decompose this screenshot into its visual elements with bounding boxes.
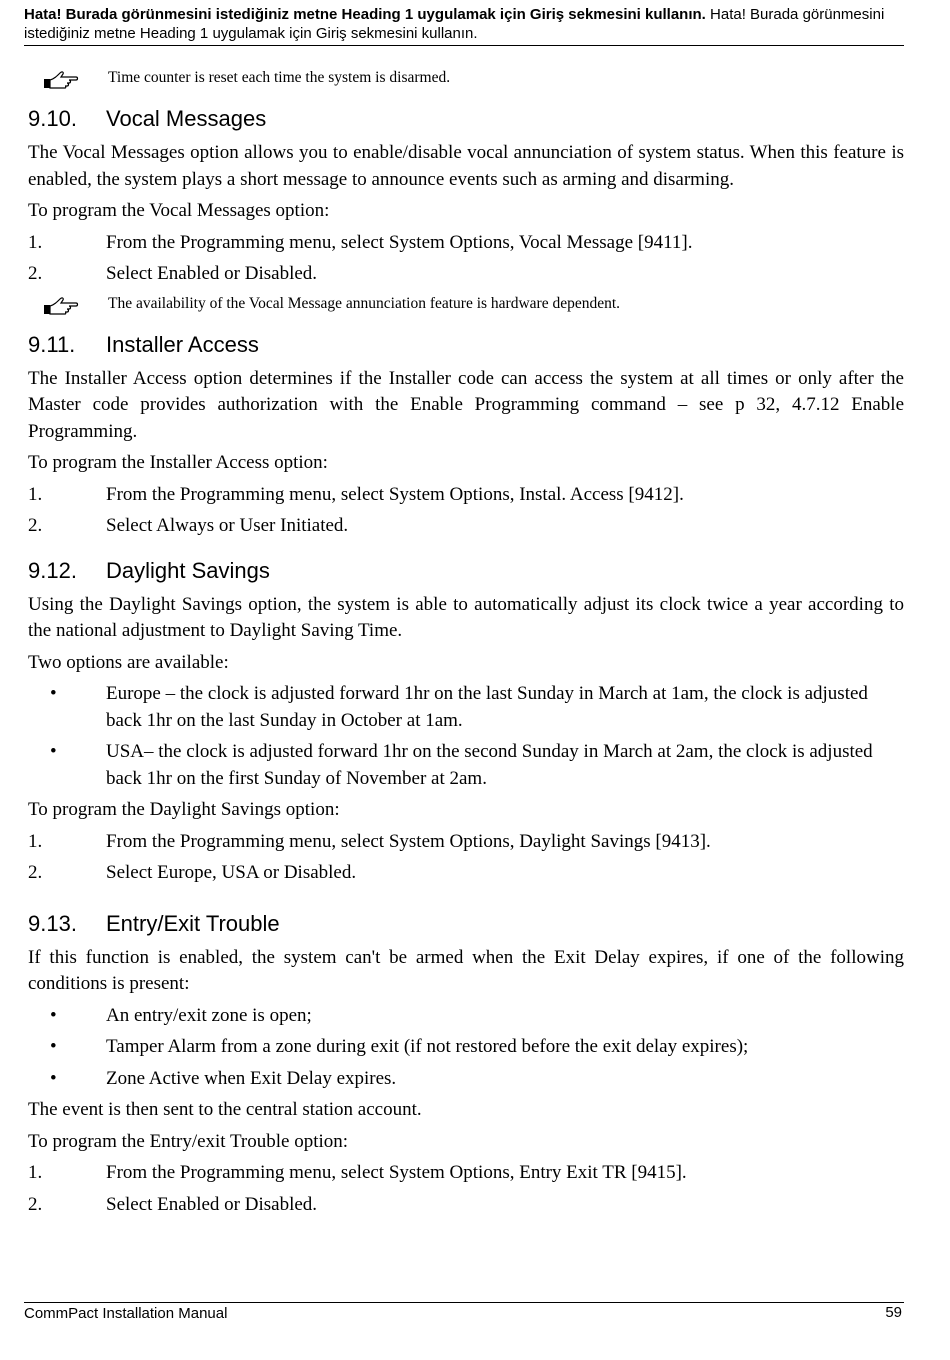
step-text: Select Europe, USA or Disabled. bbox=[106, 862, 357, 883]
step-number: 1. bbox=[28, 830, 43, 852]
step-number: 1. bbox=[28, 483, 43, 505]
bullet-text: USA– the clock is adjusted forward 1hr on the second Sunday in March at 2am, the clock is adjusted back 1hr on the first Sunday of November at 2am. bbox=[106, 741, 873, 789]
bullet-text: Tamper Alarm from a zone during exit (if not restored before the exit delay expires); bbox=[106, 1036, 749, 1057]
section-title: Vocal Messages bbox=[106, 106, 267, 131]
pointing-hand-icon bbox=[42, 68, 82, 90]
section-title: Daylight Savings bbox=[106, 557, 270, 583]
bullet-item bbox=[28, 1034, 904, 1061]
note-text: The availability of the Vocal Message annunciation feature is hardware dependent. bbox=[108, 294, 621, 312]
bullet-item bbox=[28, 681, 904, 734]
list-item bbox=[28, 513, 904, 540]
bullet-marker: • bbox=[50, 1004, 57, 1026]
header-error-bold: Hata! Burada görünmesini istediğiniz metne Heading 1 uygulamak için Giriş sekmesini kullanın. bbox=[24, 6, 706, 23]
section-number: 9.12. bbox=[28, 557, 77, 583]
manual-title: CommPact Installation Manual bbox=[24, 1305, 228, 1322]
step-text: From the Programming menu, select System Options, Daylight Savings [9413]. bbox=[106, 830, 711, 852]
step-text: Select Always or User Initiated. bbox=[106, 515, 349, 536]
paragraph: To program the Vocal Messages option: bbox=[28, 200, 330, 221]
list-item bbox=[28, 829, 904, 856]
list-item bbox=[28, 482, 904, 509]
section-title: Entry/Exit Trouble bbox=[106, 910, 280, 936]
note-text: Time counter is reset each time the system is disarmed. bbox=[108, 69, 451, 86]
paragraph: To program the Entry/exit Trouble option: bbox=[28, 1130, 349, 1152]
step-text: Select Enabled or Disabled. bbox=[106, 263, 318, 284]
bullet-item bbox=[28, 1003, 904, 1030]
paragraph: The Vocal Messages option allows you to enable/disable vocal annunciation of system status. When this feature is enabled, the system plays a short message to announce events such as arming and disarming. bbox=[28, 142, 904, 190]
page-content bbox=[28, 64, 904, 1223]
step-text: From the Programming menu, select System Options, Entry Exit TR [9415]. bbox=[106, 1162, 687, 1183]
list-item bbox=[28, 1160, 904, 1187]
bullet-item bbox=[28, 1066, 904, 1093]
list-item bbox=[28, 261, 904, 288]
note-time-counter bbox=[28, 68, 904, 88]
bullet-text: Zone Active when Exit Delay expires. bbox=[106, 1067, 397, 1089]
paragraph: If this function is enabled, the system can't be armed when the Exit Delay expires, if one of the following conditions is present: bbox=[28, 946, 904, 994]
section-number: 9.11. bbox=[28, 331, 76, 357]
header-error-normal: Hata! Burada görünmesini istediğiniz metne Heading 1 uygulamak için Giriş sekmesini kullanın. bbox=[24, 6, 885, 42]
step-text: From the Programming menu, select System Options, Vocal Message [9411]. bbox=[106, 231, 693, 253]
step-number: 2. bbox=[28, 515, 43, 536]
bullet-text: Europe – the clock is adjusted forward 1hr on the last Sunday in March at 1am, the clock is adjusted back 1hr on the last Sunday in October at 1am. bbox=[106, 683, 868, 731]
step-text: Select Enabled or Disabled. bbox=[106, 1193, 318, 1215]
paragraph: The event is then sent to the central station account. bbox=[28, 1099, 422, 1120]
list-item bbox=[28, 860, 904, 887]
section-heading-installer-access bbox=[28, 332, 904, 358]
bullet-marker: • bbox=[50, 1067, 57, 1089]
section-number: 9.13. bbox=[28, 910, 77, 936]
paragraph: Two options are available: bbox=[28, 651, 229, 673]
list-item bbox=[28, 1192, 904, 1219]
page-number: 59 bbox=[885, 1304, 902, 1321]
step-number: 2. bbox=[28, 862, 43, 883]
section-heading-daylight-savings bbox=[28, 558, 904, 584]
bullet-marker: • bbox=[50, 1036, 57, 1057]
section-title: Installer Access bbox=[106, 331, 259, 357]
note-hardware bbox=[28, 294, 904, 314]
paragraph: Using the Daylight Savings option, the system is able to automatically adjust its clock twice a year according to the national adjustment to Daylight Saving Time. bbox=[28, 593, 904, 641]
paragraph: To program the Daylight Savings option: bbox=[28, 799, 340, 820]
step-number: 1. bbox=[28, 231, 43, 253]
running-footer bbox=[24, 1302, 904, 1323]
step-text: From the Programming menu, select System Options, Instal. Access [9412]. bbox=[106, 483, 684, 505]
pointing-hand-icon bbox=[42, 294, 82, 316]
section-number: 9.10. bbox=[28, 106, 77, 131]
bullet-marker: • bbox=[50, 683, 57, 704]
step-number: 1. bbox=[28, 1162, 43, 1183]
list-item bbox=[28, 230, 904, 257]
paragraph: To program the Installer Access option: bbox=[28, 452, 328, 473]
section-heading-entry-exit-trouble bbox=[28, 911, 904, 937]
step-number: 2. bbox=[28, 263, 43, 284]
step-number: 2. bbox=[28, 1193, 43, 1215]
bullet-text: An entry/exit zone is open; bbox=[106, 1004, 312, 1026]
paragraph: The Installer Access option determines if the Installer code can access the system at all times or only after the Master code provides authorization with the Enable Programming command – see p 32, 4.7.12 Enable Programming. bbox=[28, 367, 904, 442]
bullet-item bbox=[28, 739, 904, 792]
section-heading-vocal-messages bbox=[28, 106, 904, 132]
running-header bbox=[24, 5, 904, 46]
bullet-marker: • bbox=[50, 741, 57, 762]
